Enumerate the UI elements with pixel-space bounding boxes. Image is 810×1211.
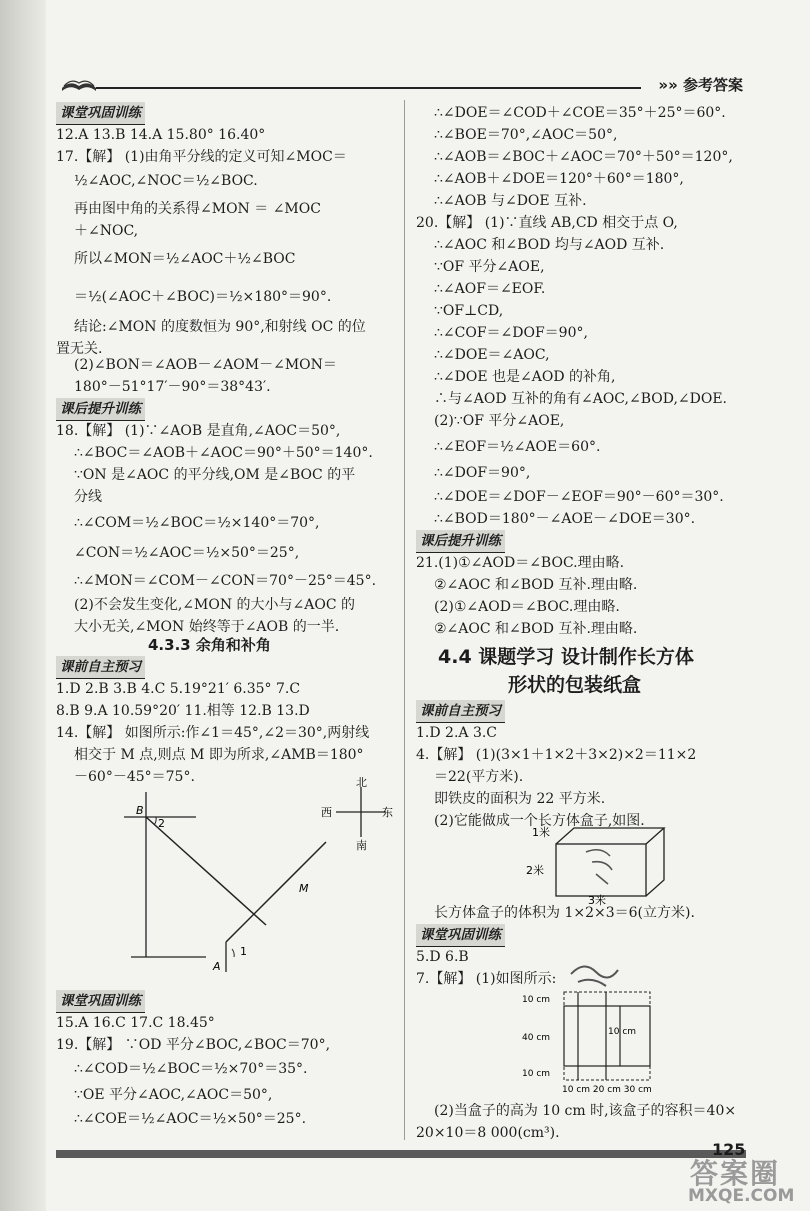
section-label: 课后提升训练	[56, 398, 145, 421]
text-line: 12.A 13.B 14.A 15.80° 16.40°	[56, 127, 266, 143]
text-line: (2)它能做成一个长方体盒子,如图.	[434, 813, 645, 829]
page-header	[56, 72, 761, 96]
subsection-heading: 4.3.3 余角和补角	[148, 636, 271, 654]
box-net-diagram	[522, 986, 662, 1094]
text-line: ∴∠DOE＝∠COD＋∠COE＝35°＋25°＝60°.	[434, 105, 726, 121]
text-line: 8.B 9.A 10.59°20′ 11.相等 12.B 13.D	[56, 703, 310, 719]
text-line: 再由图中角的关系得∠MON ＝ ∠MOC	[74, 201, 321, 217]
text-line: ∴∠AOC 和∠BOD 均与∠AOD 互补.	[434, 237, 665, 253]
net-mid-label: 40 cm	[522, 1033, 551, 1043]
net-middle-band	[564, 1006, 650, 1066]
text-line: ½∠AOC,∠NOC＝½∠BOC.	[74, 173, 258, 189]
net-top-label: 10 cm	[522, 995, 551, 1005]
text-line: 19.【解】 ∵OD 平分∠BOC,∠BOC＝70°,	[56, 1037, 331, 1053]
text-line: (2)①∠AOD＝∠BOC.理由略.	[434, 599, 620, 615]
text-line: －60°－45°＝75°.	[74, 769, 195, 785]
compass-east-label: 东	[382, 806, 393, 819]
text-line: (2)∵OF 平分∠AOE,	[434, 413, 565, 429]
ray-am	[226, 842, 326, 942]
section-label: 课后提升训练	[416, 530, 505, 553]
footer-bar	[56, 1150, 746, 1158]
text-line: 18.【解】 (1)∵∠AOB 是直角,∠AOC＝50°,	[56, 423, 341, 439]
text-line: ∴∠AOB 与∠DOE 互补.	[434, 193, 587, 209]
section-label: 课前自主预习	[56, 656, 145, 679]
text-line: ∴∠DOE＝∠AOC,	[434, 347, 550, 363]
section-label: 课前自主预习	[416, 700, 505, 723]
net-bottom-label: 10 cm	[522, 1069, 551, 1079]
angle-2-arc	[154, 817, 156, 825]
text-line: 21.(1)①∠AOD＝∠BOC.理由略.	[416, 555, 625, 571]
section-label: 课堂巩固训练	[416, 924, 505, 947]
ray-bm	[146, 817, 266, 925]
watermark-logo	[684, 1152, 800, 1208]
header-rule	[96, 87, 641, 89]
angle-1-label: 1	[240, 945, 247, 958]
section-label: 课堂巩固训练	[56, 102, 145, 125]
text-line: ∵OF 平分∠AOE,	[434, 259, 545, 275]
text-line: 15.A 16.C 17.C 18.45°	[56, 1015, 215, 1031]
text-line: 所以∠MON＝½∠AOC＋½∠BOC	[74, 251, 296, 267]
text-line: 4.【解】 (1)(3×1＋1×2＋3×2)×2＝11×2	[416, 747, 697, 763]
text-line: 1.D 2.B 3.B 4.C 5.19°21′ 6.35° 7.C	[56, 681, 301, 697]
text-line: (2)∠BON＝∠AOB－∠AOM－∠MON＝	[74, 357, 337, 373]
chevrons-icon: »»	[658, 76, 683, 94]
angle-2-label: 2	[158, 817, 165, 830]
text-line: ②∠AOC 和∠BOD 互补.理由略.	[434, 577, 638, 593]
text-line: 20.【解】 (1)∵直线 AB,CD 相交于点 O,	[416, 215, 678, 231]
header-title: »» 参考答案	[658, 76, 743, 94]
watermark-text: 答案圈	[690, 1157, 781, 1190]
text-line: ＝22(平方米).	[434, 769, 524, 785]
cuboid-top-face	[556, 828, 664, 844]
text-line: ∴∠BOD＝180°－∠AOE－∠DOE＝30°.	[434, 511, 696, 527]
book-spine	[0, 0, 46, 1211]
text-line: 分线	[74, 489, 102, 505]
text-line: ∴∠BOC＝∠AOB＋∠AOC＝90°＋50°＝140°.	[74, 445, 373, 461]
compass-south-label: 南	[356, 839, 367, 852]
text-line: ∴∠BOE＝70°,∠AOC＝50°,	[434, 127, 618, 143]
text-line: ∴∠EOF＝½∠AOE＝60°.	[434, 439, 601, 455]
text-line: ∴∠DOF＝90°,	[434, 465, 531, 481]
section-heading: 4.4 课题学习 设计制作长方体	[438, 646, 694, 668]
text-line: ∴与∠AOD 互补的角有∠AOC,∠BOD,∠DOE.	[434, 391, 728, 407]
text-line: 相交于 M 点,则点 M 即为所求,∠AMB＝180°	[74, 747, 364, 763]
text-line: ∵OE 平分∠AOC,∠AOC＝50°,	[74, 1087, 273, 1103]
text-line: ∴∠DOE 也是∠AOD 的补角,	[434, 369, 616, 385]
open-book-icon	[60, 74, 98, 94]
text-line: ∴∠COD＝½∠BOC＝½×70°＝35°.	[74, 1061, 308, 1077]
text-line: ∴∠AOB＋∠DOE＝120°＋60°＝180°,	[434, 171, 684, 187]
handwriting-scribble	[586, 850, 612, 884]
page-number: 125	[712, 1140, 746, 1159]
compass-north-label: 北	[356, 776, 367, 789]
section-heading: 形状的包装纸盒	[508, 674, 642, 696]
text-line: ∴∠AOB＝∠BOC＋∠AOC＝70°＋50°＝120°,	[434, 149, 733, 165]
text-line: 即铁皮的面积为 22 平方米.	[434, 791, 606, 807]
text-line: ＝½(∠AOC＋∠BOC)＝½×180°＝90°.	[74, 289, 332, 305]
text-line: ∴∠AOF＝∠EOF.	[434, 281, 546, 297]
compass-diagram	[116, 776, 393, 977]
point-a-label: A	[213, 960, 221, 973]
net-inner-label: 10 cm	[608, 1027, 637, 1037]
text-line: 180°－51°17′－90°＝38°43′.	[74, 379, 271, 395]
cuboid-diagram	[526, 822, 696, 907]
net-bottom-dims: 10 cm 20 cm 30 cm	[562, 1085, 652, 1095]
net-outline	[564, 992, 650, 1080]
cuboid-side-face	[646, 828, 664, 896]
compass-west-label: 西	[321, 806, 332, 819]
text-line: ＋∠NOC,	[74, 223, 139, 239]
text-line: ∵OF⊥CD,	[434, 303, 504, 319]
text-line: 14.【解】 如图所示:作∠1＝45°,∠2＝30°,两射线	[56, 725, 370, 741]
text-line: (2)不会发生变化,∠MON 的大小与∠AOC 的	[74, 597, 356, 613]
watermark-url: MXQE.COM	[688, 1186, 795, 1206]
column-divider	[404, 100, 405, 1140]
text-line: ∴∠COM＝½∠BOC＝½×140°＝70°,	[74, 515, 320, 531]
cuboid-width-label: 2米	[526, 864, 544, 877]
section-label: 课堂巩固训练	[56, 990, 145, 1013]
text-line: ∴∠DOE＝∠DOF－∠EOF＝90°－60°＝30°.	[434, 489, 724, 505]
text-line: 5.D 6.B	[416, 949, 469, 965]
point-m-label: M	[299, 882, 309, 895]
text-line: ②∠AOC 和∠BOD 互补.理由略.	[434, 621, 638, 637]
text-line: 大小无关,∠MON 始终等于∠AOB 的一半.	[74, 619, 340, 635]
cuboid-depth-label: 3米	[588, 894, 606, 907]
text-line: ∴∠MON＝∠COM－∠CON＝70°－25°＝45°.	[74, 573, 377, 589]
text-line: ∴∠COE＝½∠AOC＝½×50°＝25°.	[74, 1111, 307, 1127]
text-line: ∵ON 是∠AOC 的平分线,OM 是∠BOC 的平	[74, 467, 356, 483]
text-line: (2)当盒子的高为 10 cm 时,该盒子的容积＝40×	[434, 1103, 737, 1119]
text-line: 1.D 2.A 3.C	[416, 725, 498, 741]
point-b-label: B	[136, 804, 144, 817]
text-line: 7.【解】 (1)如图所示:	[416, 971, 557, 987]
text-line: 长方体盒子的体积为 1×2×3＝6(立方米).	[434, 905, 695, 921]
text-line: ∠CON＝½∠AOC＝½×50°＝25°,	[74, 545, 300, 561]
text-line: 20×10＝8 000(cm³).	[416, 1125, 560, 1141]
text-line: 17.【解】 (1)由角平分线的定义可知∠MOC＝	[56, 149, 347, 165]
text-line: ∴∠COF＝∠DOF＝90°,	[434, 325, 588, 341]
cuboid-front-face	[556, 844, 646, 896]
text-line: 结论:∠MON 的度数恒为 90°,和射线 OC 的位	[74, 319, 366, 335]
angle-1-arc	[232, 949, 234, 957]
cuboid-height-label: 1米	[532, 826, 550, 839]
text-line: 置无关.	[56, 341, 103, 357]
